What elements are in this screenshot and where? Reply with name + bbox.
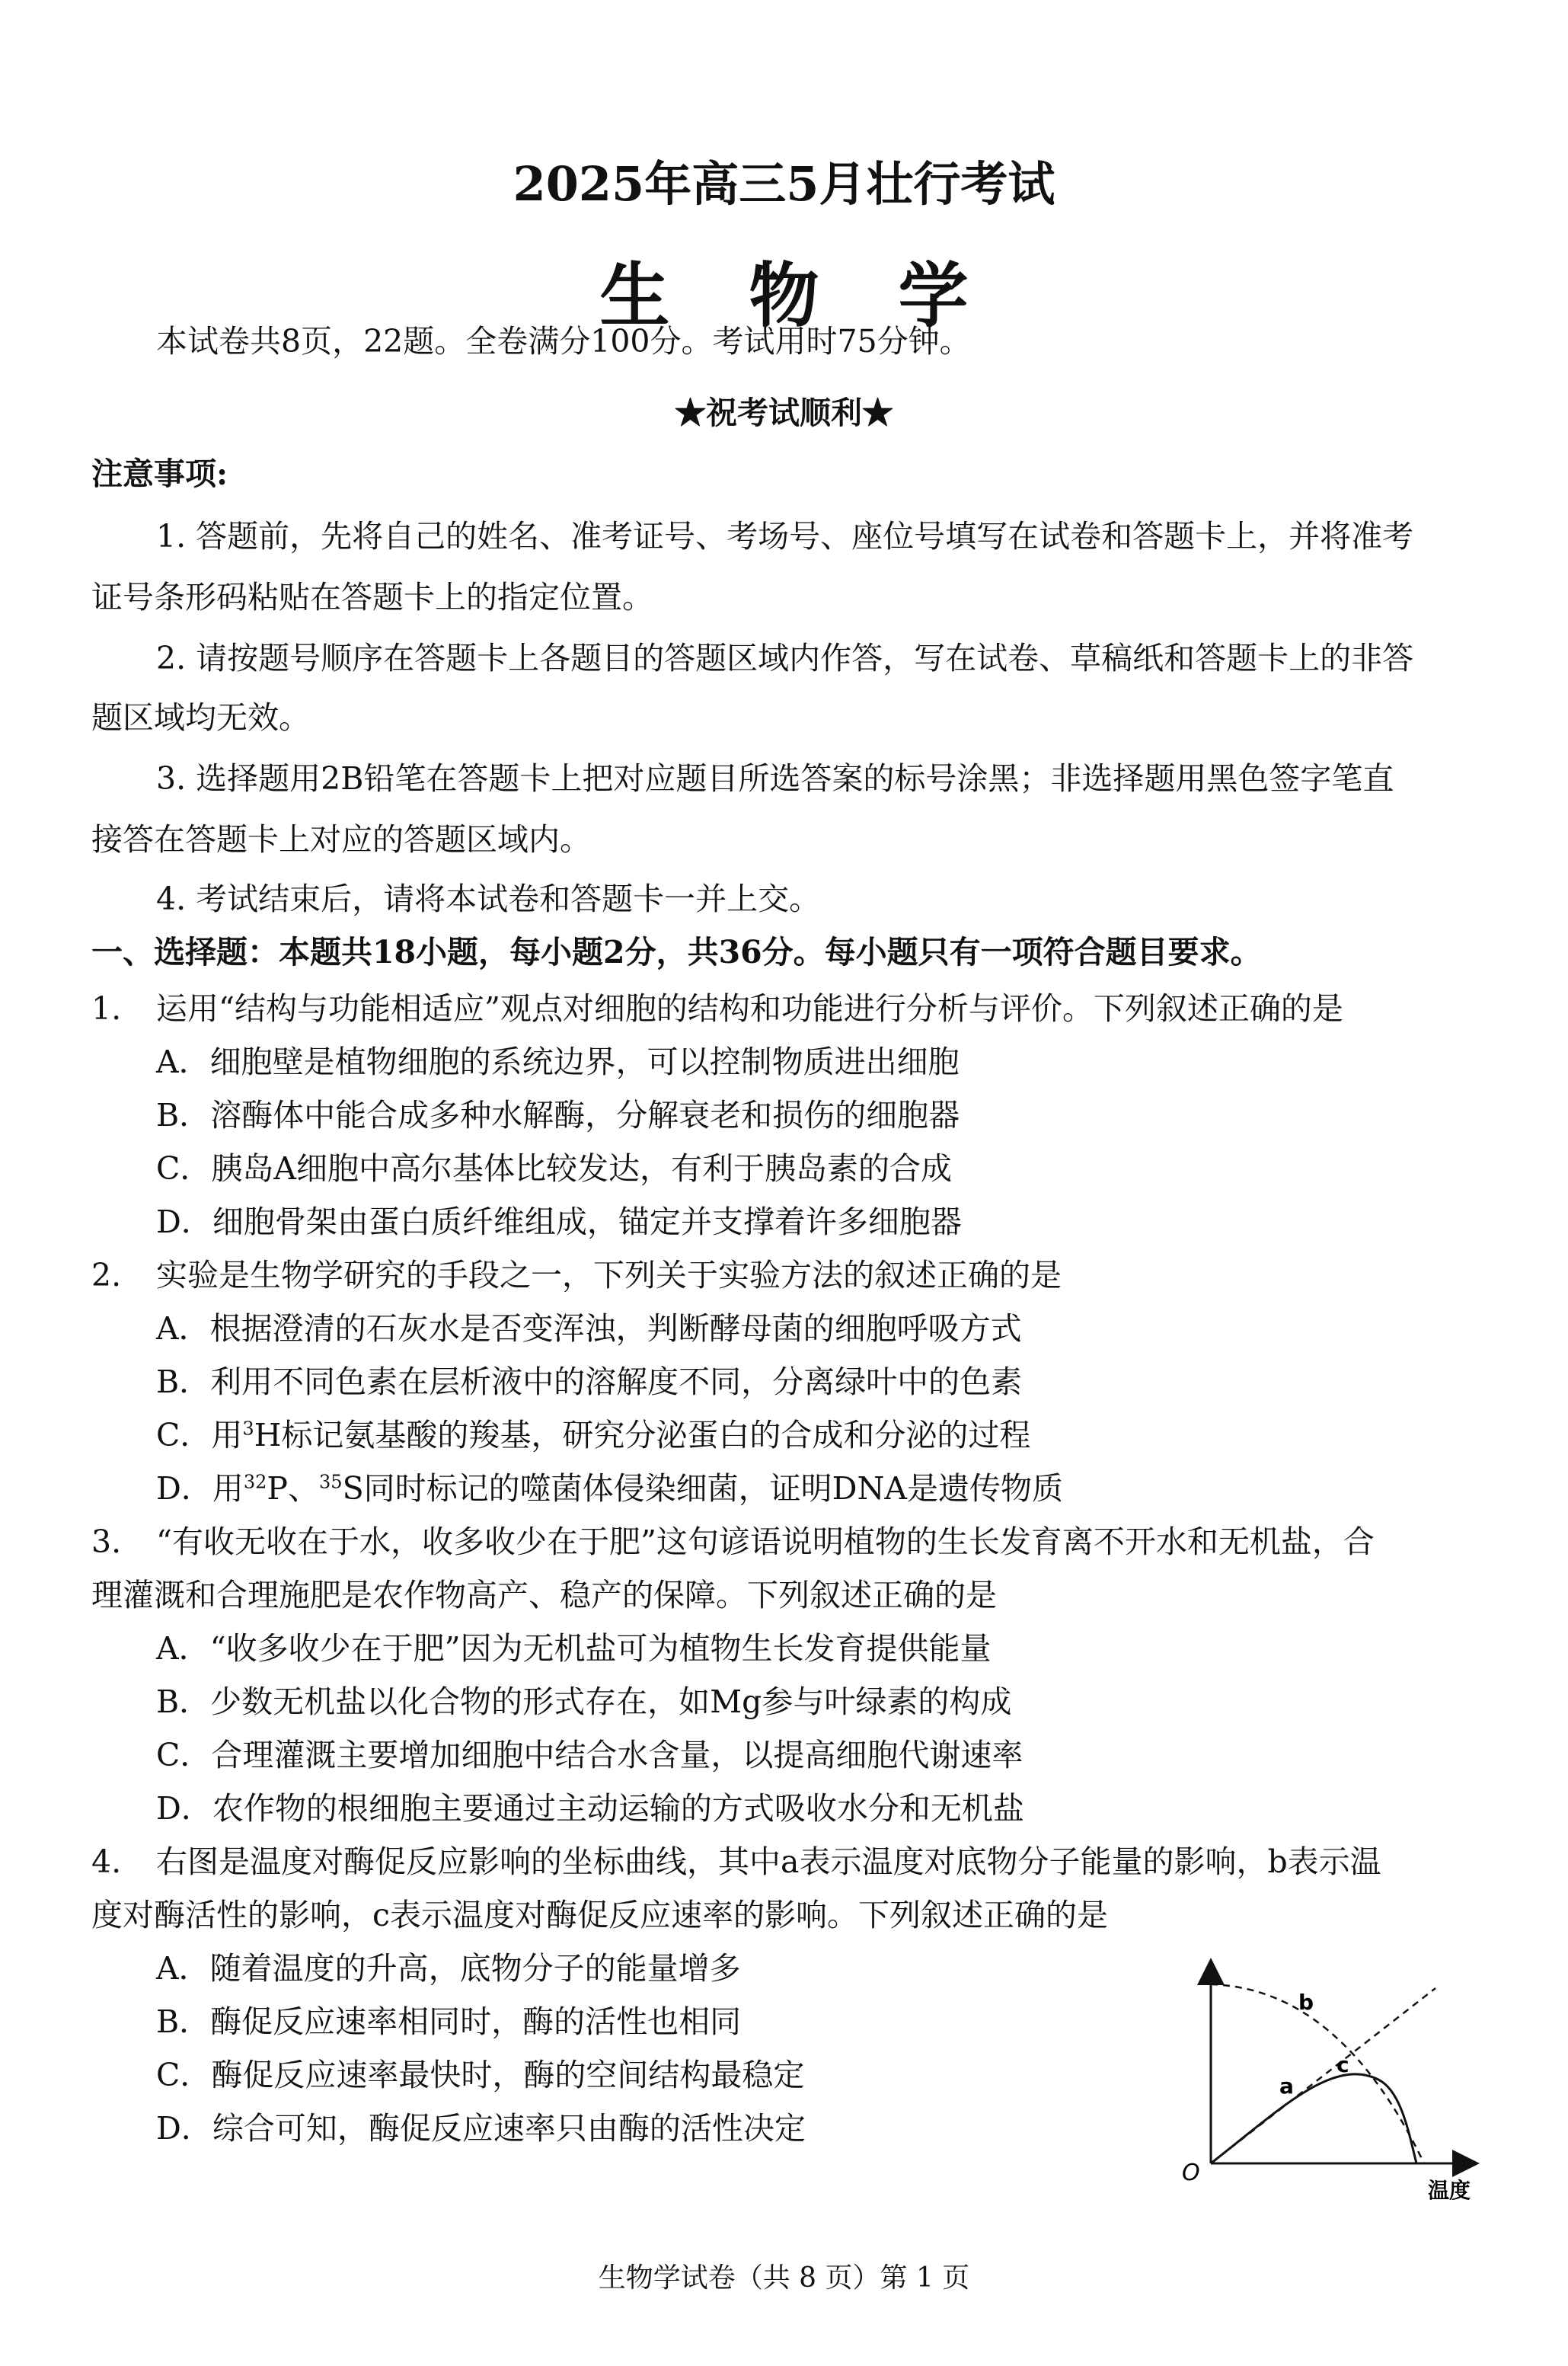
exam-info: 本试卷共8页，22题。全卷满分100分。考试用时75分钟。 (156, 323, 971, 360)
section-1-heading: 一、选择题：本题共18小题，每小题2分，共36分。每小题只有一项符合题目要求。 (91, 934, 1262, 970)
q2-option-d (156, 1466, 1063, 1511)
q3-option-c: C．合理灌溉主要增加细胞中结合水含量，以提高细胞代谢速率 (156, 1737, 1024, 1773)
notes-heading: 注意事项: (91, 456, 228, 492)
q1-option-d: D．细胞骨架由蛋白质纤维组成，锚定并支撑着许多细胞器 (156, 1204, 962, 1240)
note-2-line-2: 题区域均无效。 (91, 699, 310, 736)
q2-option-d-superscript-1: 32 (243, 1471, 267, 1493)
q4-option-a: A．随着温度的升高，底物分子的能量增多 (156, 1950, 741, 1987)
q2-stem: 实验是生物学研究的手段之一，下列关于实验方法的叙述正确的是 (156, 1257, 1062, 1293)
q1-option-a: A．细胞壁是植物细胞的系统边界，可以控制物质进出细胞 (156, 1044, 960, 1080)
q2-option-d-superscript-2: 35 (319, 1471, 343, 1493)
q1-stem: 运用“结构与功能相适应”观点对细胞的结构和功能进行分析与评价。下列叙述正确的是 (156, 990, 1343, 1027)
q2-option-d-mid: P、 (267, 1470, 320, 1507)
q2-option-c (156, 1412, 1030, 1458)
q4-option-d: D．综合可知，酶促反应速率只由酶的活性决定 (156, 2110, 806, 2147)
note-4: 4. 考试结束后，请将本试卷和答题卡一并上交。 (156, 881, 821, 917)
page-footer: 生物学试卷（共 8 页）第 1 页 (598, 2262, 970, 2294)
q2-option-d-text: S同时标记的噬菌体侵染细菌，证明DNA是遗传物质 (342, 1470, 1064, 1507)
q2-option-b: B．利用不同色素在层析液中的溶解度不同，分离绿叶中的色素 (156, 1364, 1023, 1400)
q4-option-b: B．酶促反应速率相同时，酶的活性也相同 (156, 2003, 742, 2040)
q4-stem-line-1: 右图是温度对酶促反应影响的坐标曲线，其中a表示温度对底物分子能量的影响，b表示温 (156, 1843, 1381, 1880)
q3-option-b: B．少数无机盐以化合物的形式存在，如Mg参与叶绿素的构成 (156, 1683, 1012, 1720)
q1-option-c: C．胰岛A细胞中高尔基体比较发达，有利于胰岛素的合成 (156, 1150, 952, 1187)
curve-b-label: b (1298, 1990, 1314, 2015)
x-axis-label: 温度 (1428, 2178, 1471, 2201)
q2-option-c-text: H标记氨基酸的羧基，研究分泌蛋白的合成和分泌的过程 (254, 1417, 1031, 1453)
note-1-line-2: 证号条形码粘贴在答题卡上的指定位置。 (91, 579, 653, 615)
origin-label: O (1182, 2160, 1200, 2186)
q4-number: 4. (91, 1843, 122, 1880)
q3-number: 3. (91, 1524, 122, 1560)
q1-number: 1. (91, 990, 122, 1027)
q2-option-c-prefix: C．用 (156, 1417, 243, 1453)
q4-stem-line-2: 度对酶活性的影响，c表示温度对酶促反应速率的影响。下列叙述正确的是 (91, 1897, 1108, 1933)
q4-option-c: C．酶促反应速率最快时，酶的空间结构最稳定 (156, 2057, 805, 2093)
exam-title: 2025年高三5月壮行考试 (513, 156, 1055, 212)
good-luck-banner: ★祝考试顺利★ (675, 395, 893, 431)
q1-option-b: B．溶酶体中能合成多种水解酶，分解衰老和损伤的细胞器 (156, 1097, 960, 1133)
q3-stem-line-2: 理灌溉和合理施肥是农作物高产、稳产的保障。下列叙述正确的是 (91, 1577, 997, 1613)
enzyme-temperature-figure (1165, 1958, 1485, 2201)
note-3-line-1: 3. 选择题用2B铅笔在答题卡上把对应题目所选答案的标号涂黑；非选择题用黑色签字笔直 (156, 760, 1394, 797)
q3-stem-line-1: “有收无收在于水，收多收少在于肥”这句谚语说明植物的生长发育离不开水和无机盐，合 (156, 1524, 1375, 1560)
curve-a-label: a (1279, 2073, 1294, 2099)
q2-number: 2. (91, 1257, 122, 1293)
note-1-line-1: 1. 答题前，先将自己的姓名、准考证号、考场号、座位号填写在试卷和答题卡上，并将准考 (156, 518, 1414, 555)
note-3-line-2: 接答在答题卡上对应的答题区域内。 (91, 821, 591, 858)
q3-option-a: A．“收多收少在于肥”因为无机盐可为植物生长发育提供能量 (156, 1630, 992, 1667)
curve-c-label: c (1336, 2052, 1349, 2077)
subject-title: 生 物 学 (599, 254, 996, 337)
q2-option-c-superscript: 3 (242, 1418, 254, 1440)
curve-c (1211, 2074, 1416, 2163)
q3-option-d: D．农作物的根细胞主要通过主动运输的方式吸收水分和无机盐 (156, 1790, 1024, 1827)
note-2-line-1: 2. 请按题号顺序在答题卡上各题目的答题区域内作答，写在试卷、草稿纸和答题卡上的非答 (156, 640, 1414, 676)
q2-option-a: A．根据澄清的石灰水是否变浑浊，判断酵母菌的细胞呼吸方式 (156, 1310, 1022, 1347)
q2-option-d-prefix: D．用 (156, 1470, 244, 1507)
